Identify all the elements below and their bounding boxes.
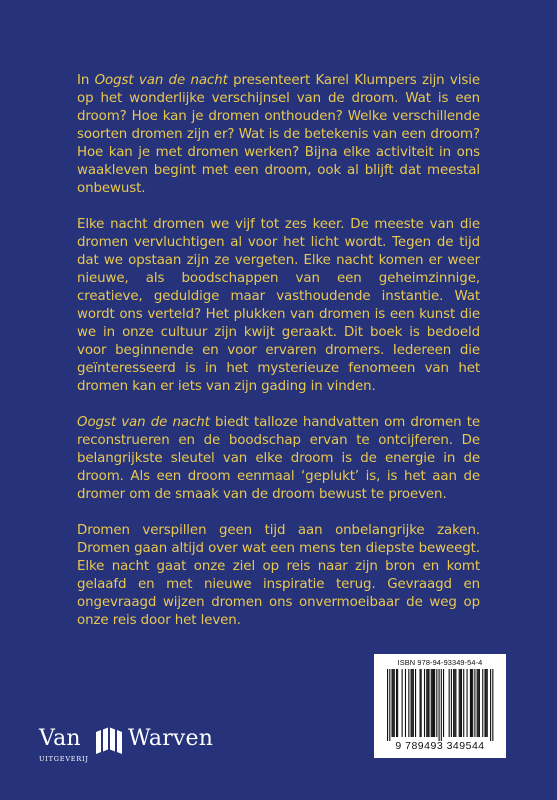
barcode-bar [408,669,409,737]
barcode-bar [405,669,406,737]
barcode-bar [412,669,413,737]
barcode-number: 9 789493 349544 [395,740,485,752]
barcode-bar [441,669,442,741]
barcode-bar [474,669,475,737]
barcode-bar [477,669,478,737]
blurb-segment: Dromen verspillen geen tijd aan onbelangrijke zaken. Dromen gaan altijd over wat een mens ten diepste beweegt. Elke nacht gaat onze ziel op reis naar zijn bron en komt gelaafd en met nieuwe inspiratie terug. Gevraagd en ongevraagd wijzen dromen ons onvermoeibaar de weg op onze reis door het leven. [77,523,480,628]
blurb-segment: In [77,73,95,88]
barcode-bar [421,669,422,737]
book-title-italic: Oogst van de nacht [94,73,228,88]
barcode-bar [402,669,403,737]
barcode-bar [451,669,452,737]
blurb-paragraph-1 [77,72,480,198]
barcode-bar [482,669,483,737]
barcode-bar [454,669,455,737]
barcode-bar [389,669,390,741]
barcode-bar [470,669,471,737]
barcode-bar [419,669,420,737]
barcode-bar [413,669,414,737]
publisher-logo [39,722,239,766]
barcode-bar [431,669,432,737]
barcode-bar [432,669,433,737]
logo-name-left: Van [39,726,81,751]
blurb-paragraph-3 [77,414,480,504]
barcode-bar [394,669,395,737]
barcode-bar [478,669,479,737]
barcode-bar [486,669,487,737]
blurb-text [77,72,480,630]
barcode-bar [472,669,473,737]
barcode-bar [433,669,434,737]
logo-subtitle: UITGEVERIJ [39,755,89,763]
barcode-bar [396,669,397,737]
blurb-segment: biedt talloze handvatten om dromen te reconstrueren en de boodschap ervan te ontcijferen. De belangrijkste sleutel van elke droom is de energie in de droom. Als een droom eenmaal ‘geplukt’ is, is het aan de dromer om de smaak van de droom bewust te proeven. [77,415,480,502]
blurb-segment: Elke nacht dromen we vijf tot zes keer. De meeste van die dromen vervluchtigen al voor het licht wordt. Tegen de tijd dat we opstaan zijn ze vergeten. Elke nacht komen er weer nieuwe, als boodschappen van een geheimzinnige, creatieve, geduldige maar vasthoudende instantie. Wat wordt ons verteld? Het plukken van dromen is een kunst die we in onze cultuur zijn kwijt geraakt. Dit boek is bedoeld voor beginnende en voor ervaren dromers. Iedereen die geïnteresseerd is in het mysterieuze fenomeen van het dromen kan er iets van zijn gading in vinden. [77,217,480,394]
barcode-bar [487,669,488,737]
barcode-icon [382,669,498,741]
barcode-bar [460,669,461,737]
blurb-segment: presenteert Karel Klumpers zijn visie op het wonderlijke verschijnsel van de droom. Wat is een droom? Hoe kan je dromen onthouden? Welke verschillende soorten dromen zijn er? Wat is de betekenis van een droom? Hoe kan je met dromen werken? Bijna elke activiteit in ons waakleven begint met een droom, ook al blijft dat meestal onbewust. [77,73,480,196]
blurb-paragraph-2 [77,216,480,396]
barcode-bar [449,669,450,737]
barcode-bar [434,669,435,737]
barcode-bar [490,669,491,741]
barcode-bar [463,669,464,737]
barcode-bar [459,669,460,737]
logo-name-right: Warven [128,726,214,751]
barcode-bar [397,669,398,737]
blurb-paragraph-4 [77,522,480,630]
barcode-bar [426,669,427,737]
barcode-bar [461,669,462,737]
book-pages-icon [95,726,125,756]
barcode-bar [479,669,480,737]
barcode-bar [455,669,456,737]
isbn-label: ISBN 978-94-93349-54-4 [397,658,483,667]
barcode-bar [387,669,388,741]
barcode-bar [453,669,454,737]
barcode-bar [467,669,468,737]
barcode-bar [492,669,493,741]
barcode-bar [439,669,440,741]
barcode-bar [427,669,428,737]
barcode-bar [428,669,429,737]
barcode-bar [436,669,437,737]
barcode-bar [411,669,412,737]
barcode-bar [471,669,472,737]
barcode-bar [484,669,485,737]
barcode-bar [415,669,416,737]
book-title-italic: Oogst van de nacht [77,415,210,430]
barcode-box [374,654,506,758]
barcode-bar [391,669,392,737]
barcode-bar [443,669,444,737]
barcode-bar [424,669,425,737]
barcode-bar [393,669,394,737]
